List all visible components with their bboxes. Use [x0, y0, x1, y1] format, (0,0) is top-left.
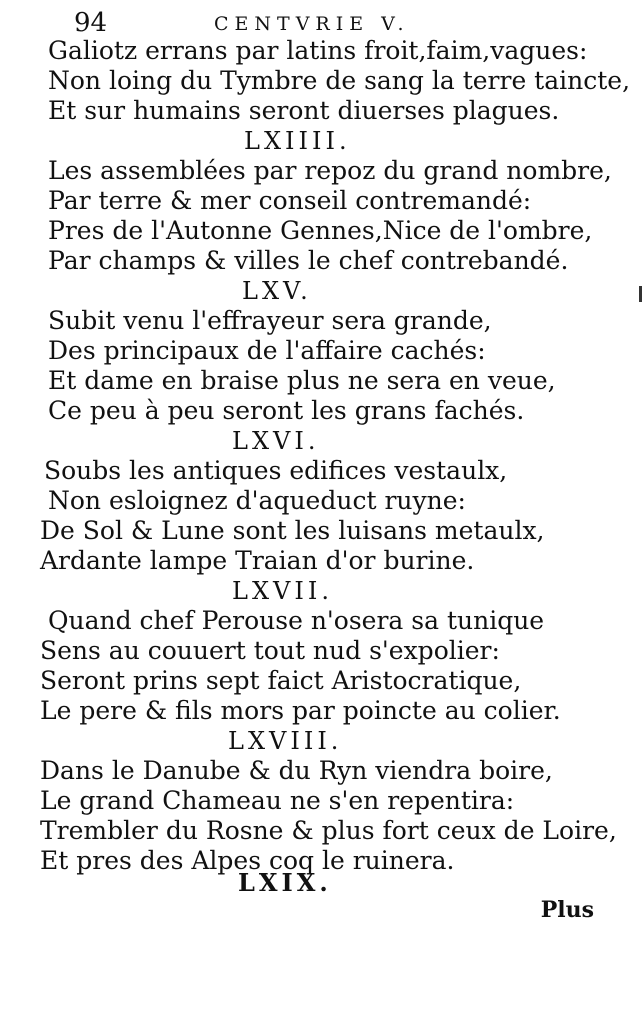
verse-line: Et dame en braise plus ne sera en veue, — [48, 366, 556, 395]
verse-line: Sens au couuert tout nud s'expolier: — [40, 636, 500, 665]
verse-line: Pres de l'Autonne Gennes,Nice de l'ombre, — [48, 216, 593, 245]
verse-line: Non loing du Tymbre de sang la terre taincte, — [48, 66, 631, 95]
verse-line: Des principaux de l'affaire cachés: — [48, 336, 486, 365]
running-head: CENTVRIE V. — [214, 13, 410, 35]
verse-line: Non esloignez d'aqueduct ruyne: — [48, 486, 466, 515]
quatrain-numeral: LXIX. — [238, 868, 332, 897]
page-number: 94 — [74, 8, 108, 38]
verse-line: Galiotz errans par latins froit,faim,vagues: — [48, 36, 588, 65]
verse-line: Soubs les antiques edifices vestaulx, — [44, 456, 508, 485]
verse-line: Par champs & villes le chef contrebandé. — [48, 246, 569, 275]
verse-line: De Sol & Lune sont les luisans metaulx, — [40, 516, 545, 545]
margin-mark — [639, 286, 642, 302]
verse-line: Les assemblées par repoz du grand nombre, — [48, 156, 612, 185]
verse-line: Trembler du Rosne & plus fort ceux de Loire, — [40, 816, 617, 845]
verse-line: Subit venu l'effrayeur sera grande, — [48, 306, 492, 335]
verse-line: Le grand Chameau ne s'en repentira: — [40, 786, 515, 815]
quatrain-numeral: LXIIII. — [244, 127, 351, 155]
verse-line: Le pere & fils mors par poincte au colier. — [40, 696, 561, 725]
verse-line: Ce peu à peu seront les grans fachés. — [48, 396, 525, 425]
quatrain-numeral: LXVII. — [232, 577, 333, 605]
verse-line: Seront prins sept faict Aristocratique, — [40, 666, 522, 695]
verse-line: Ardante lampe Traian d'or burine. — [40, 546, 475, 575]
verse-line: Dans le Danube & du Ryn viendra boire, — [40, 756, 553, 785]
quatrain-numeral: LXV. — [242, 277, 312, 305]
page-header — [74, 6, 534, 40]
verse-line: Et pres des Alpes coq le ruinera. — [40, 846, 455, 875]
verse-line: Quand chef Perouse n'osera sa tunique — [48, 606, 545, 635]
verse-line: Par terre & mer conseil contremandé: — [48, 186, 532, 215]
catchword: Plus — [540, 897, 594, 923]
quatrain-numeral: LXVI. — [232, 427, 320, 455]
quatrain-numeral: LXVIII. — [228, 727, 343, 755]
verse-line: Et sur humains seront diuerses plagues. — [48, 96, 560, 125]
